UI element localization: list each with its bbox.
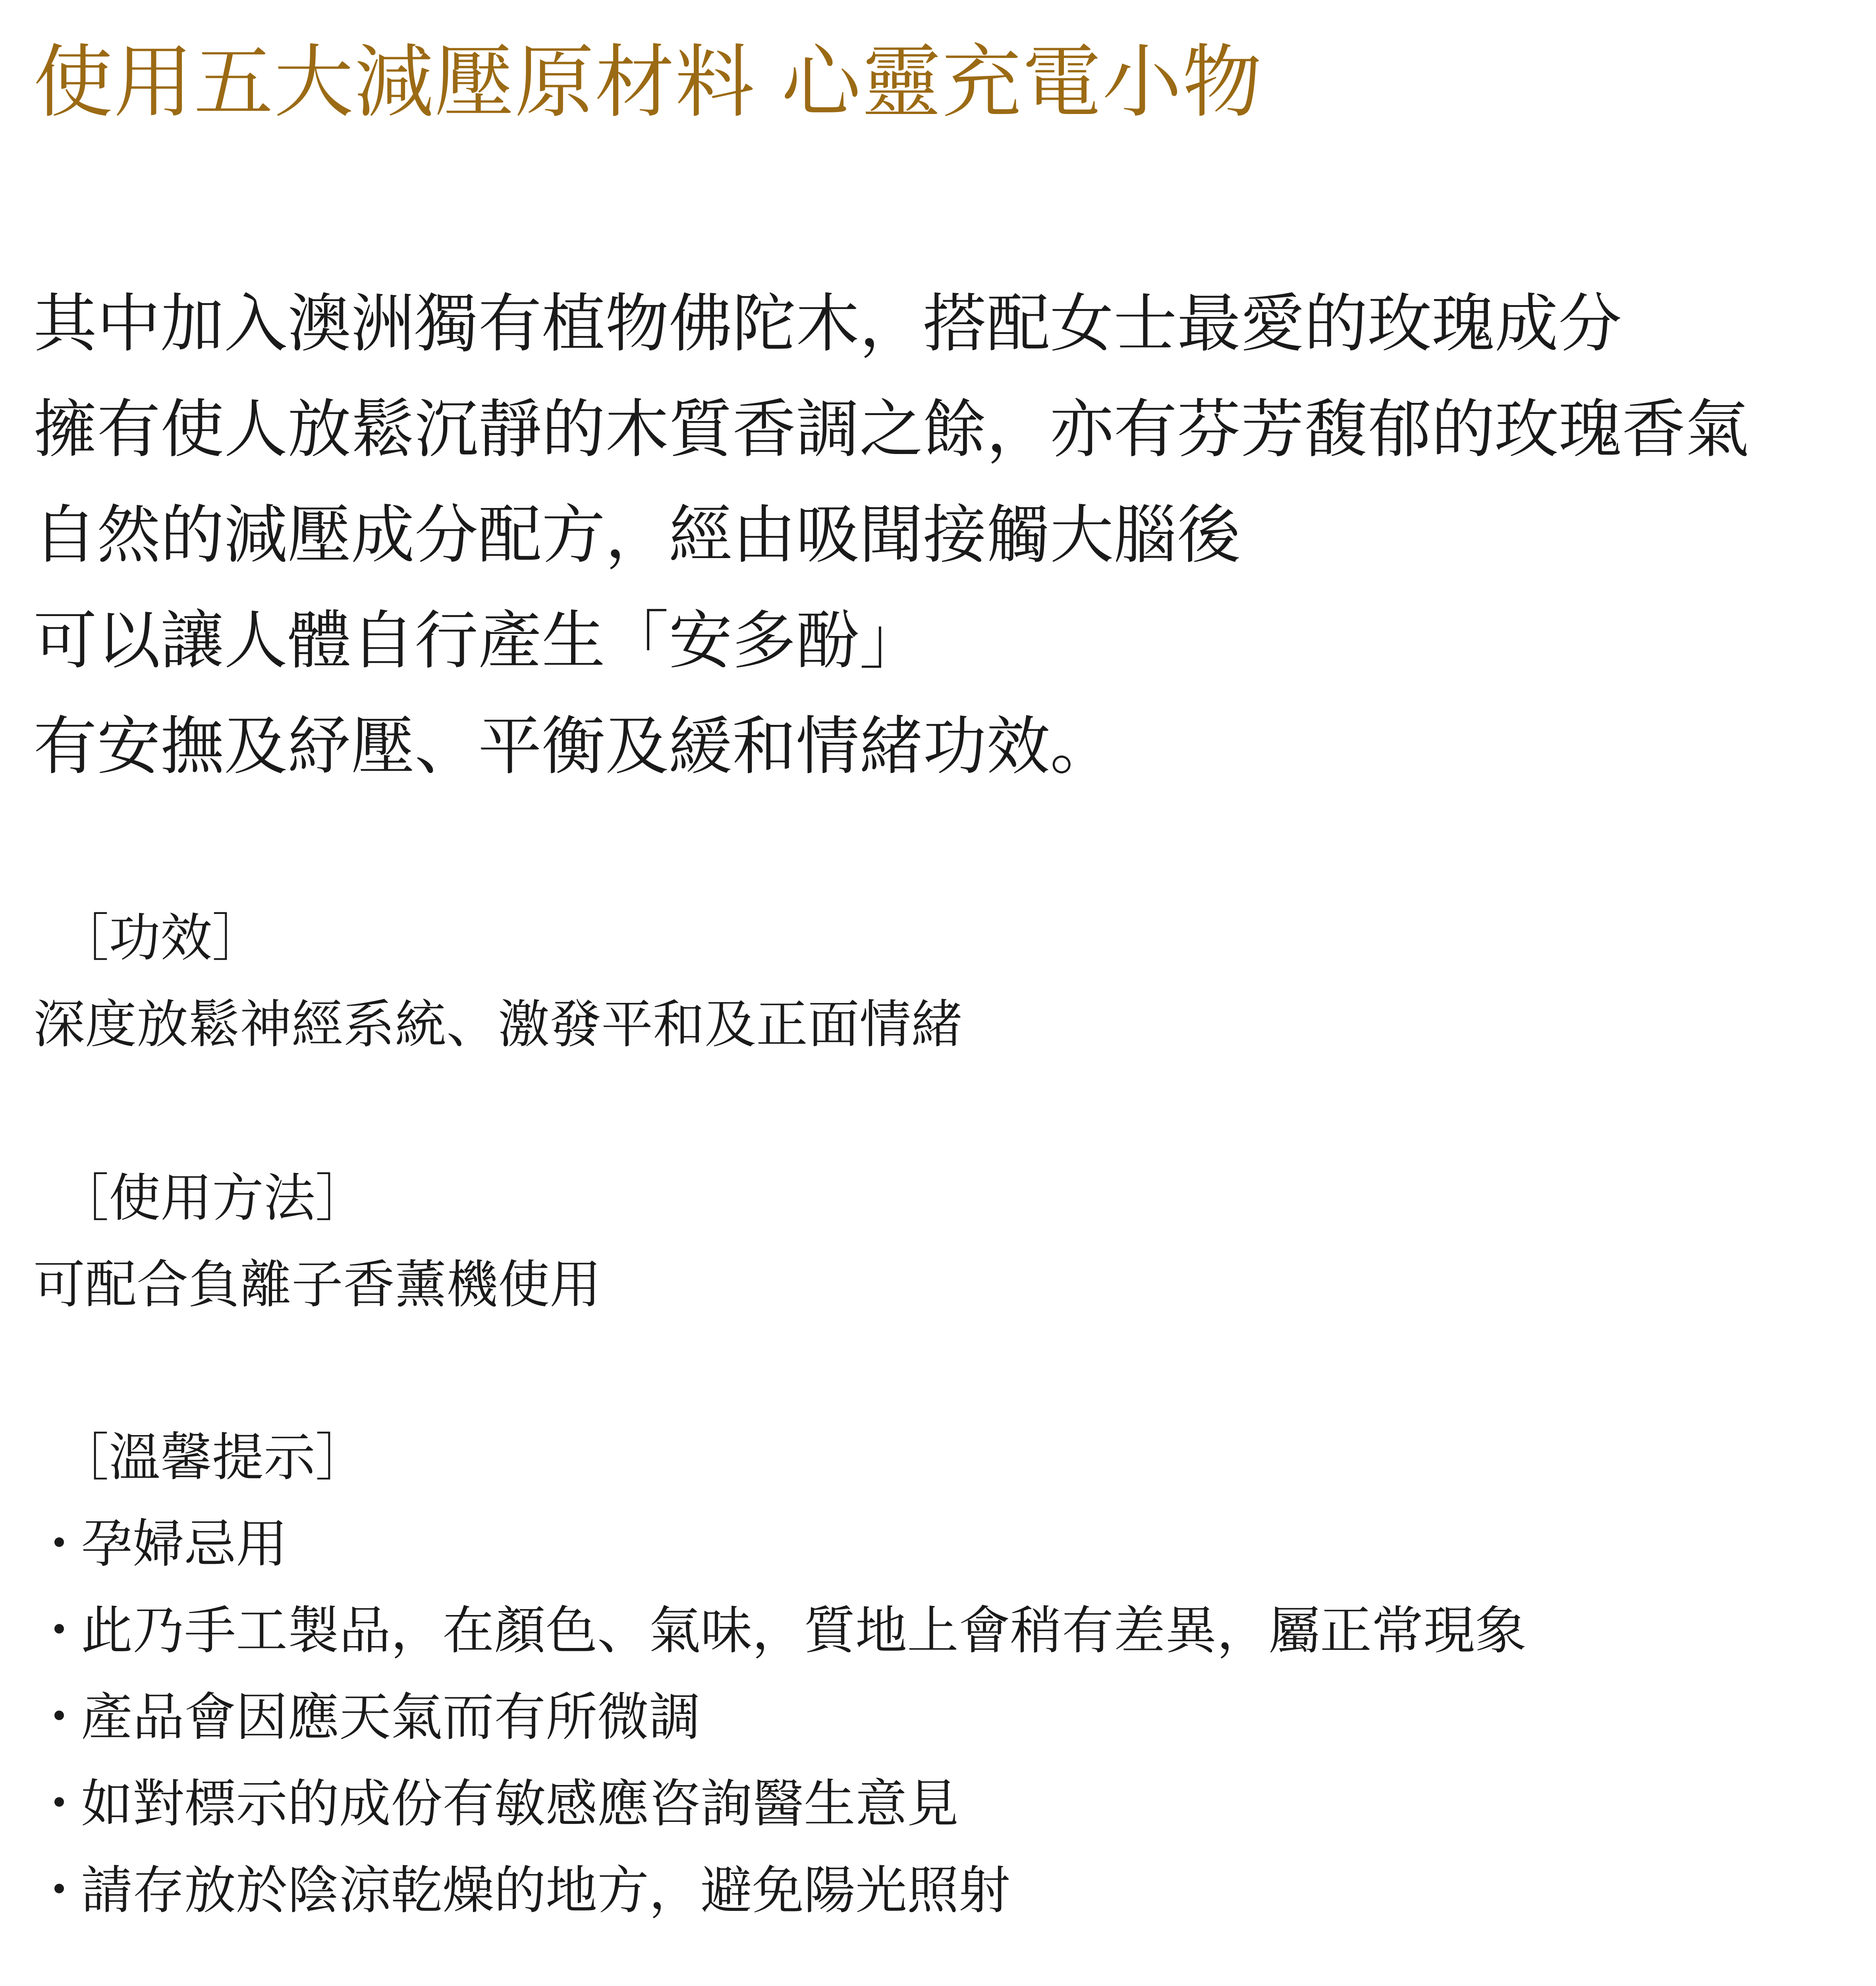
tip-text: 此乃手工製品，在顏色、氣味，質地上會稍有差異，屬正常現象 — [81, 1600, 1527, 1661]
usage-heading: ［使用方法］ — [57, 1168, 367, 1228]
intro-line: 擁有使人放鬆沉靜的木質香調之餘，亦有芬芳馥郁的玫瑰香氣 — [33, 392, 1749, 466]
bullet-icon: ・ — [33, 1860, 85, 1920]
tip-item — [33, 1587, 1527, 1674]
effects-heading: ［功效］ — [57, 908, 264, 968]
tips-section — [33, 1414, 1527, 1934]
tip-text: 產品會因應天氣而有所微調 — [81, 1687, 701, 1747]
intro-line: 其中加入澳洲獨有植物佛陀木，搭配女士最愛的玫瑰成分 — [33, 286, 1622, 361]
tip-item — [33, 1760, 1527, 1847]
tip-text: 如對標示的成份有敏感應咨詢醫生意見 — [81, 1773, 959, 1834]
tips-heading: ［溫馨提示］ — [57, 1427, 367, 1488]
tip-item — [33, 1674, 1527, 1760]
bullet-icon: ・ — [33, 1773, 85, 1834]
tip-text: 請存放於陰涼乾燥的地方，避免陽光照射 — [81, 1860, 1011, 1920]
intro-paragraph — [33, 271, 1749, 799]
page-title: 使用五大減壓原材料 心靈充電小物 — [33, 36, 1263, 129]
bullet-icon: ・ — [33, 1600, 85, 1661]
effects-section — [33, 894, 963, 1068]
tip-item — [33, 1501, 1527, 1587]
tip-text: 孕婦忌用 — [81, 1514, 288, 1574]
usage-section — [33, 1155, 601, 1328]
intro-line: 可以讓人體自行產生「安多酚」 — [33, 603, 923, 678]
usage-text: 可配合負離子香薰機使用 — [33, 1254, 602, 1315]
bullet-icon: ・ — [33, 1687, 85, 1747]
intro-line: 有安撫及紓壓、平衡及緩和情緒功效。 — [33, 709, 1114, 783]
intro-line: 自然的減壓成分配方，經由吸聞接觸大腦後 — [33, 498, 1241, 572]
tip-item — [33, 1847, 1527, 1934]
bullet-icon: ・ — [33, 1514, 85, 1574]
effects-text: 深度放鬆神經系統、激發平和及正面情緒 — [33, 994, 963, 1055]
